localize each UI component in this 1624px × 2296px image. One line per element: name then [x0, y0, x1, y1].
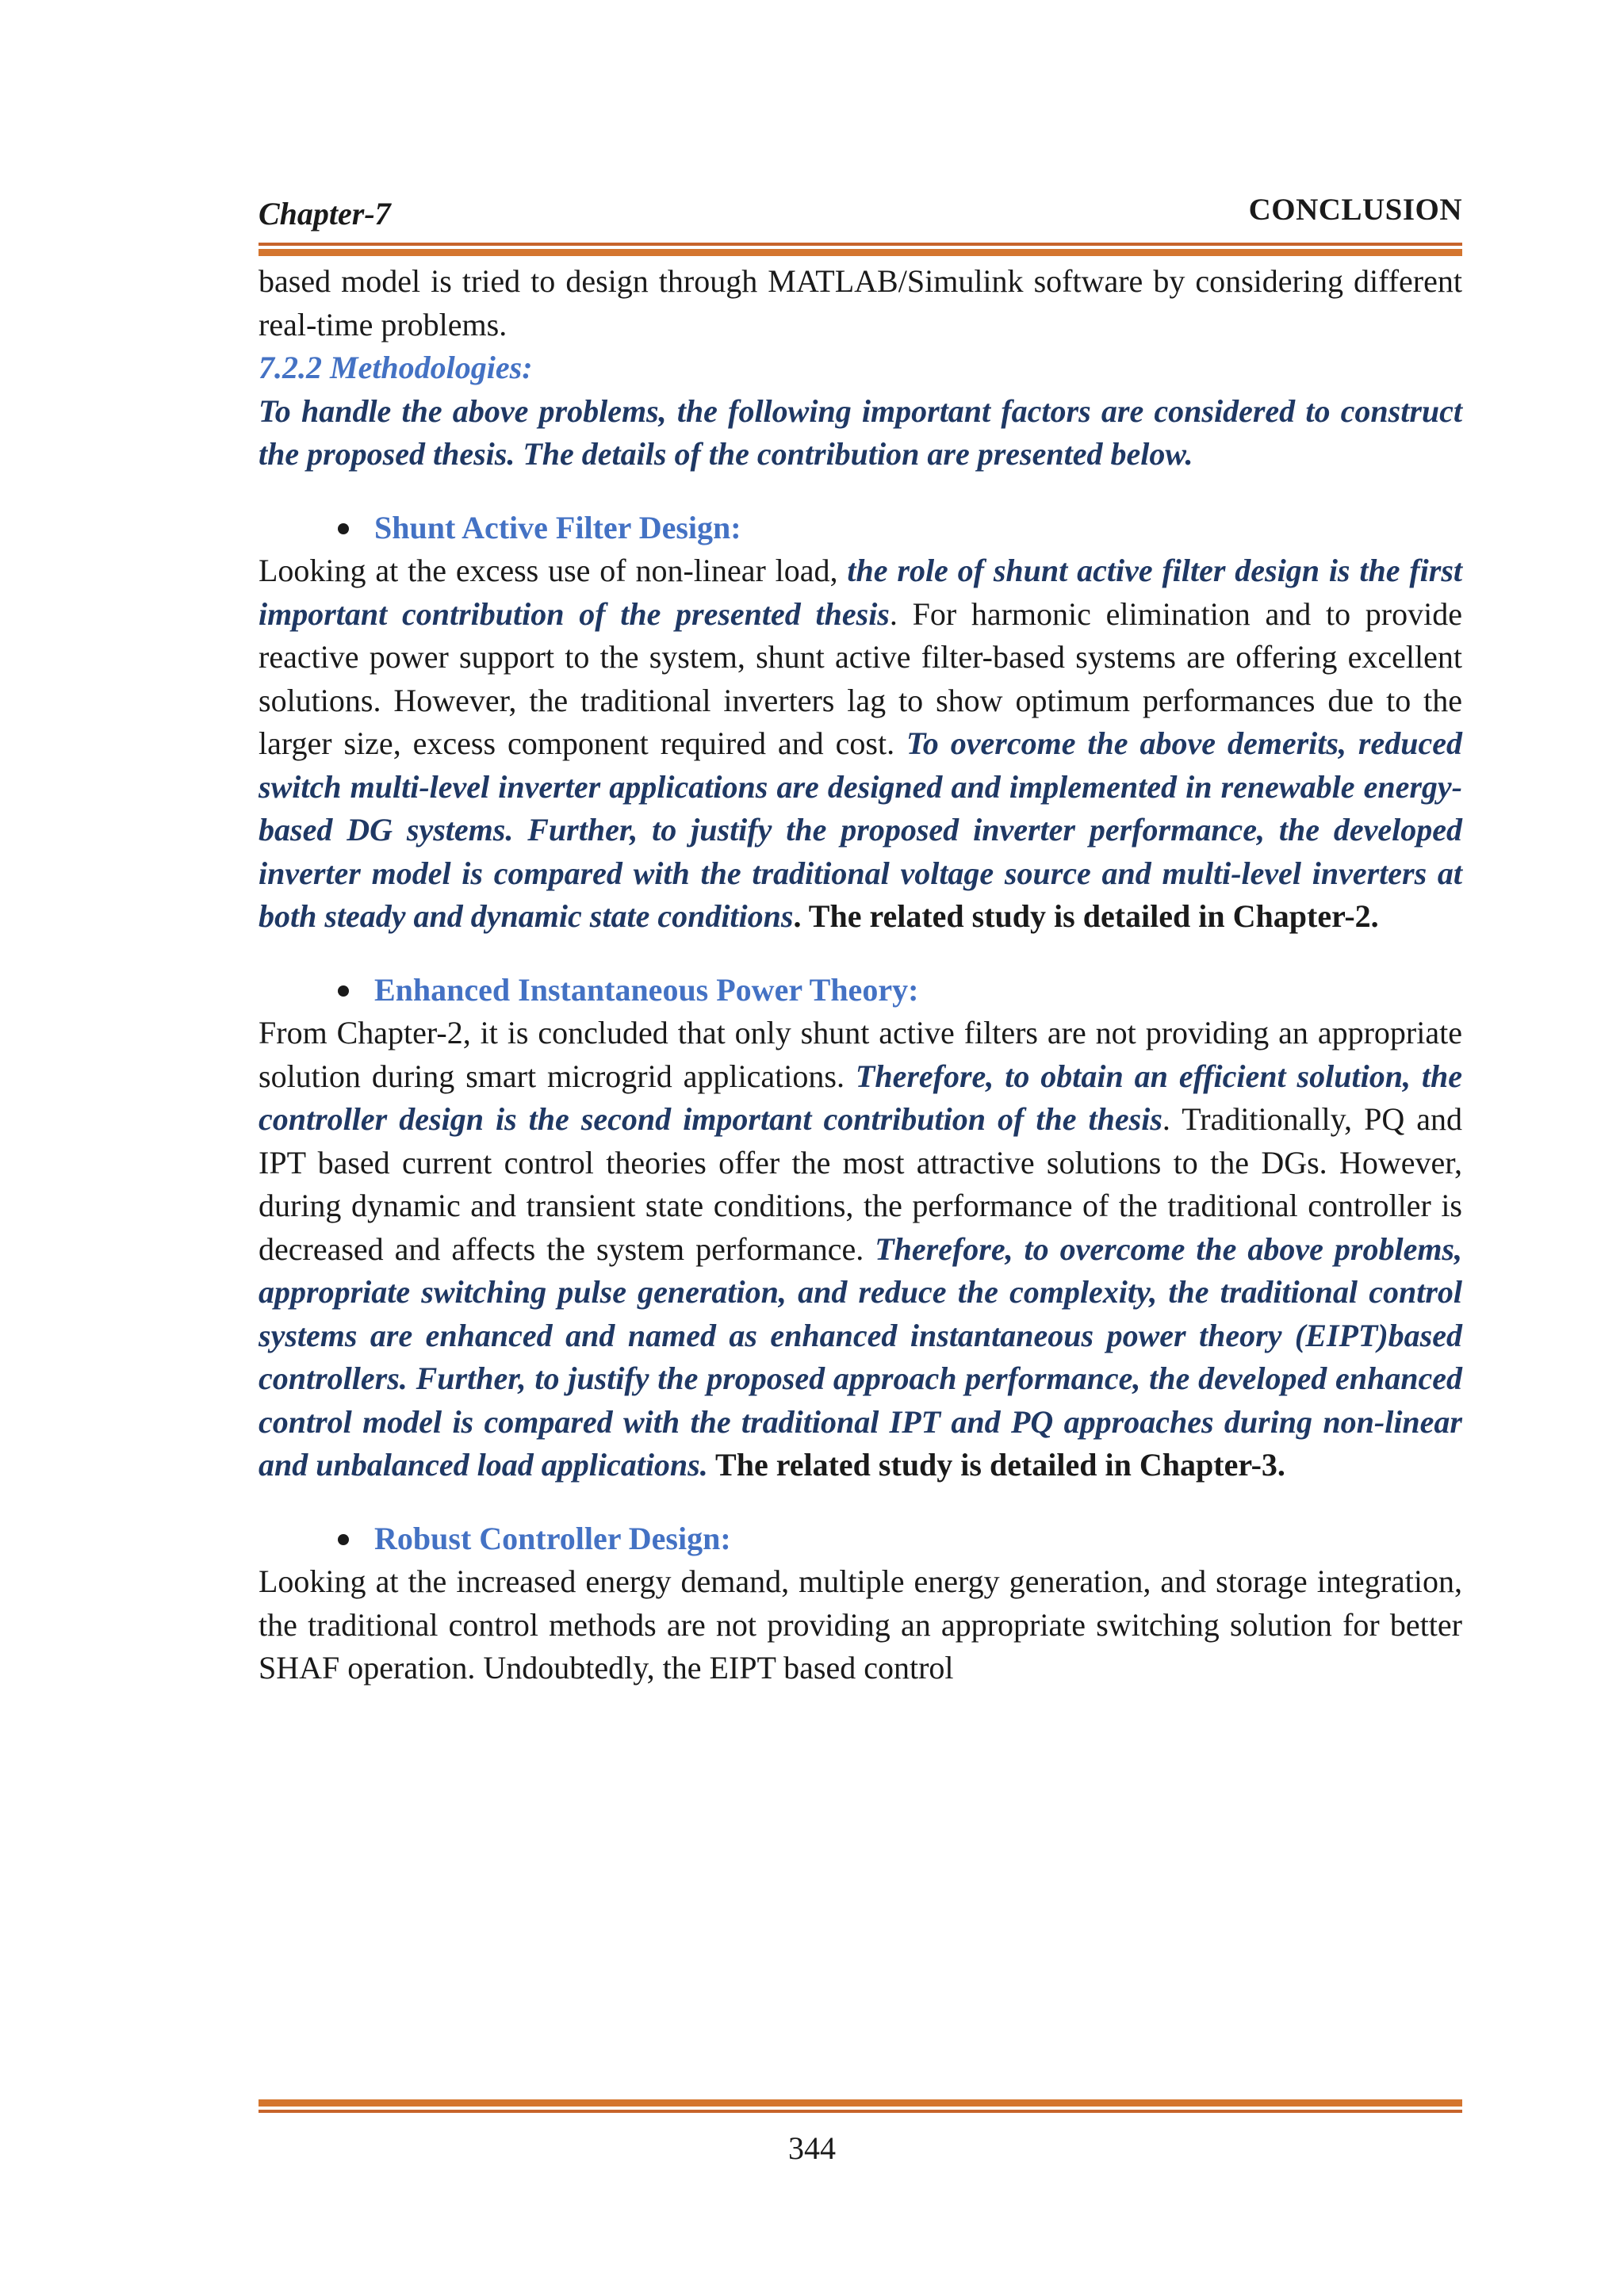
emphasis-run: the role of shunt active filter design is the first important contribution of the presented thesis — [259, 553, 1463, 632]
page-body — [259, 260, 1462, 1690]
header-rule — [259, 243, 1462, 256]
bullet-heading-shunt-active-filter — [374, 507, 1462, 550]
chapter-reference: The related study is detailed in Chapter-3. — [707, 1447, 1285, 1483]
bullet-title: Enhanced Instantaneous Power Theory: — [374, 971, 919, 1008]
emphasis-run: Therefore, to overcome the above problems, appropriate switching pulse generation, and reduce the complexity, the traditional control systems are enhanced and named as enhanced instantaneous power theory (EIPT)based controllers. Further, to justify the proposed approach performance, the developed enhanced control model is compared with the traditional IPT and PQ approaches during non-linear and unbalanced load applications. — [259, 1230, 1462, 1483]
text-run: . For harmonic elimination and to provide reactive power support to the system, shunt active filter-based systems are offering excellent solutions. However, the traditional inverters lag to show optimum performances due to the larger size, excess component required and cost. — [259, 595, 1462, 761]
intro-paragraph: based model is tried to design through MATLAB/Simulink software by considering different real-time problems. — [259, 263, 1462, 342]
bullet-heading-robust-controller — [374, 1517, 1462, 1561]
chapter-label: Chapter-7 — [259, 196, 391, 232]
paragraph-shunt-active-filter — [259, 549, 1462, 939]
bullet-dot-icon — [338, 985, 349, 997]
paragraph-robust-controller — [259, 1560, 1462, 1690]
section-title: CONCLUSION — [1248, 193, 1462, 227]
lead-paragraph: To handle the above problems, the following important factors are considered to construct the proposed thesis. The details of the contribution are presented below. — [259, 392, 1462, 472]
bullet-dot-icon — [338, 1534, 349, 1545]
chapter-reference: . The related study is detailed in Chapter-2. — [793, 898, 1379, 934]
bullet-title: Robust Controller Design: — [374, 1520, 731, 1556]
emphasis-run: To overcome the above demerits, reduced switch multi-level inverter applications are designed and implemented in renewable energy-based DG systems. Further, to justify the proposed inverter performance, the developed inverter model is compared with the traditional voltage source and multi-level inverters at both steady and dynamic state conditions — [259, 725, 1462, 934]
bullet-dot-icon — [338, 523, 349, 534]
section-subheading: 7.2.2 Methodologies: — [259, 350, 533, 385]
emphasis-run: Therefore, to obtain an efficient solution, the controller design is the second important contribution of the thesis — [259, 1058, 1462, 1137]
text-run: . Traditionally, PQ and IPT based current control theories offer the most attractive solutions to the DGs. However, during dynamic and transient state conditions, the performance of the traditional controller is decreased and affects the system performance. — [259, 1101, 1462, 1267]
text-run: From Chapter-2, it is concluded that only shunt active filters are not providing an appropriate solution during smart microgrid applications. — [259, 1015, 1462, 1094]
footer-rule — [259, 2099, 1462, 2113]
bullet-heading-eipt — [374, 969, 1462, 1012]
text-run: Looking at the increased energy demand, multiple energy generation, and storage integration, the traditional control methods are not providing an appropriate switching solution for better SHAF operation. Undoubtedly, the EIPT based control — [259, 1563, 1462, 1686]
paragraph-eipt — [259, 1012, 1462, 1487]
bullet-title: Shunt Active Filter Design: — [374, 509, 741, 545]
text-run: Looking at the excess use of non-linear load, — [259, 553, 848, 588]
page-number: 344 — [788, 2130, 836, 2166]
